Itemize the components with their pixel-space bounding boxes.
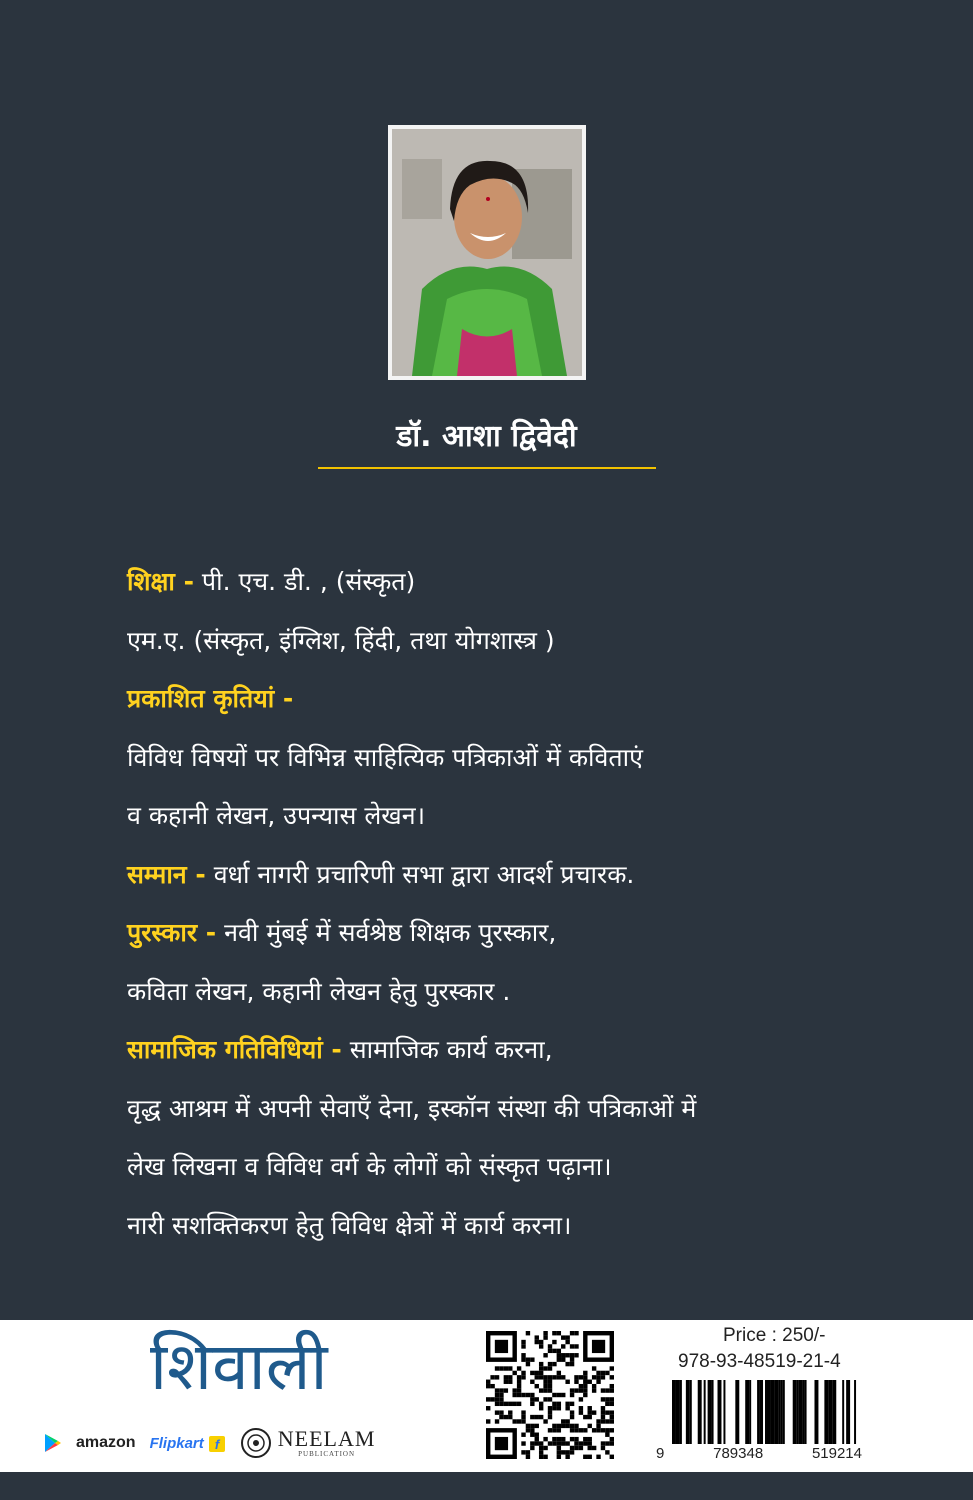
publications-text-2: व कहानी लेखन, उपन्यास लेखन। <box>127 801 426 830</box>
flipkart-icon <box>208 1433 226 1453</box>
author-bio <box>127 558 847 1260</box>
social-label: सामाजिक गतिविधियां - <box>127 1035 342 1064</box>
neelam-logo <box>278 1428 376 1458</box>
shivali-logo: शिवाली <box>150 1328 328 1405</box>
barcode-number <box>656 1445 862 1462</box>
bio-line-honour <box>127 851 847 910</box>
price-label: Price : 250/- <box>723 1325 826 1346</box>
bio-line-publications-label <box>127 675 847 734</box>
name-underline <box>318 467 656 469</box>
google-play-icon <box>44 1433 62 1453</box>
author-photo <box>392 129 582 376</box>
bio-line-social-2 <box>127 1085 847 1144</box>
neelam-seal-icon <box>240 1427 272 1459</box>
bio-line-social-4 <box>127 1202 847 1261</box>
footer-bottom-band <box>0 1472 973 1500</box>
social-text-3: लेख लिखना व विविध वर्ग के लोगों को संस्कृत पढ़ाना। <box>127 1152 612 1181</box>
barcode-digit-first: 9 <box>656 1445 665 1462</box>
bio-line-publications-1 <box>127 734 847 793</box>
bio-line-degrees <box>127 617 847 676</box>
honour-label: सम्मान - <box>127 859 206 889</box>
publications-label: प्रकाशित कृतियां - <box>127 684 294 713</box>
author-portrait-image <box>392 129 582 376</box>
amazon-logo: amazon <box>76 1434 136 1451</box>
bio-line-publications-2 <box>127 792 847 851</box>
social-text: सामाजिक कार्य करना, <box>341 1035 553 1064</box>
social-text-2: वृद्ध आश्रम में अपनी सेवाएँ देना, इस्कॉन संस्था की पत्रिकाओं में <box>127 1093 697 1123</box>
qr-code <box>486 1331 614 1459</box>
barcode <box>672 1380 860 1444</box>
store-logos <box>44 1426 376 1458</box>
awards-text: नवी मुंबई में सर्वश्रेष्ठ शिक्षक पुरस्कार, <box>216 918 557 947</box>
flipkart-text: Flipkart <box>149 1434 204 1452</box>
honour-text: वर्धा नागरी प्रचारिणी सभा द्वारा आदर्श प्रचारक. <box>205 859 635 889</box>
education-label: शिक्षा - <box>127 567 194 596</box>
degrees-text: एम.ए. (संस्कृत, इंग्लिश, हिंदी, तथा योगशास्त्र ) <box>127 625 555 655</box>
neelam-text: NEELAM <box>277 1426 376 1451</box>
author-name: डॉ. आशा द्विवेदी <box>396 419 577 454</box>
barcode-digits-left: 789348 <box>713 1445 764 1462</box>
bio-line-education <box>127 558 847 617</box>
social-text-4: नारी सशक्तिकरण हेतु विविध क्षेत्रों में कार्य करना। <box>127 1210 572 1240</box>
bio-line-awards <box>127 909 847 968</box>
publications-text-1: विविध विषयों पर विभिन्न साहित्यिक पत्रिकाओं में कविताएं <box>127 742 643 772</box>
flipkart-logo <box>150 1433 226 1453</box>
bio-line-social-3 <box>127 1143 847 1202</box>
education-text: पी. एच. डी. , (संस्कृत) <box>193 567 416 596</box>
bio-line-social <box>127 1026 847 1085</box>
awards-label: पुरस्कार - <box>127 918 217 947</box>
svg-text:f: f <box>214 1437 219 1452</box>
author-photo-frame <box>388 125 586 380</box>
barcode-digits-right: 519214 <box>811 1445 862 1462</box>
neelam-subtext: PUBLICATION <box>298 1450 356 1458</box>
isbn-label: 978-93-48519-21-4 <box>678 1351 841 1372</box>
bio-line-awards-2 <box>127 968 847 1027</box>
awards-text-2: कविता लेखन, कहानी लेखन हेतु पुरस्कार . <box>127 976 511 1006</box>
